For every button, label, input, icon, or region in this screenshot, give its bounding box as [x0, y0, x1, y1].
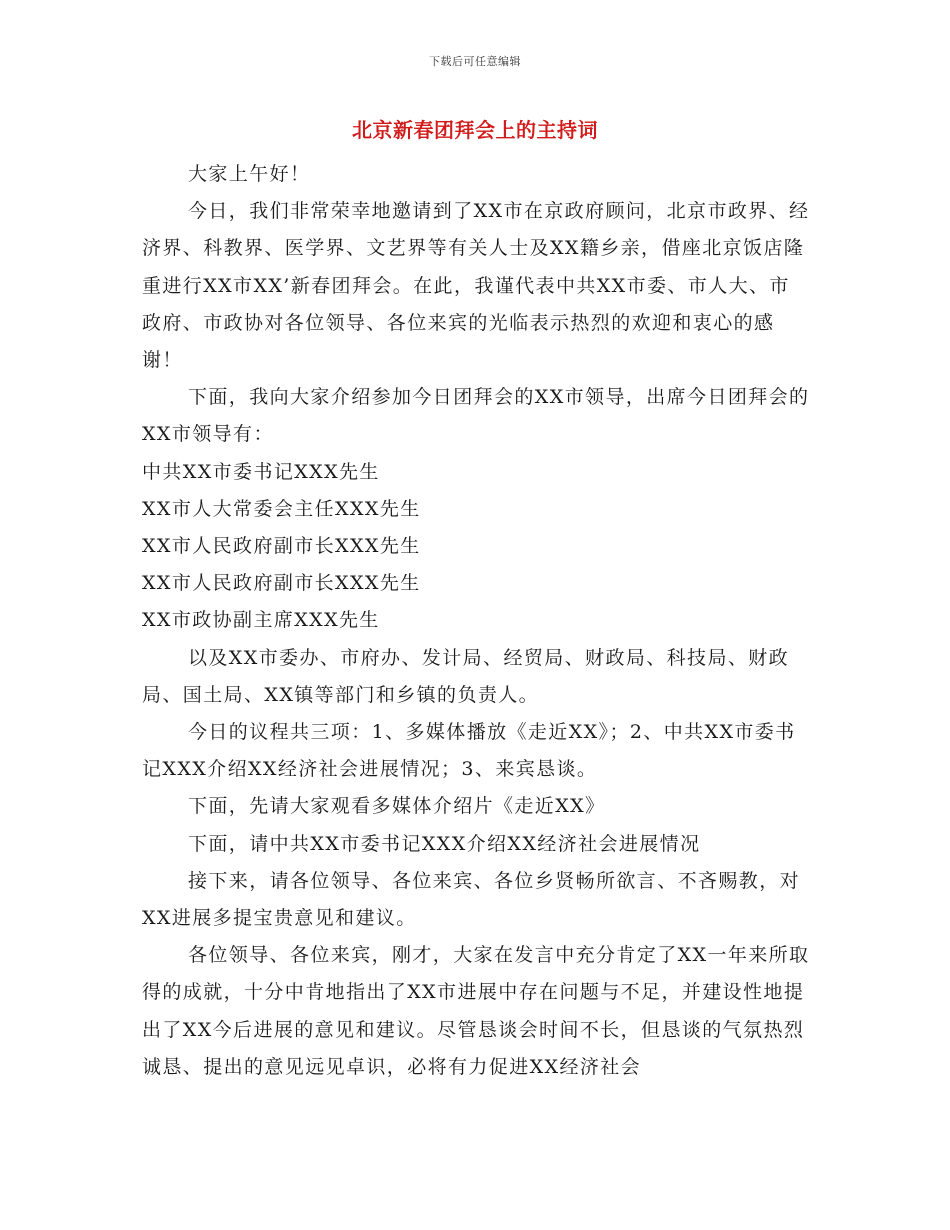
secretary-paragraph: 下面，请中共XX市委书记XXX介绍XX经济社会进展情况: [188, 832, 701, 855]
leaders-intro-paragraph: 下面，我向大家介绍参加今日团拜会的XX市领导，出席今日团拜会的XX市领导有：: [142, 386, 810, 446]
departments-paragraph: 以及XX市委办、市府办、发计局、经贸局、财政局、科技局、财政局、国土局、XX镇等部门和乡镇的负责人。: [142, 646, 790, 706]
leader-line: XX市人民政府副市长XXX先生: [142, 535, 421, 558]
greeting-paragraph: 大家上午好！: [188, 163, 311, 185]
agenda-paragraph: 今日的议程共三项：1、多媒体播放《走近XX》；2、中共XX市委书记XXX介绍XX经济社会进展情况；3、来宾恳谈。: [142, 721, 796, 781]
document-body: [142, 156, 810, 1086]
leader-line: XX市政协副主席XXX先生: [142, 609, 380, 632]
leader-line: XX市人大常委会主任XXX先生: [142, 497, 421, 520]
closing-paragraph: 各位领导、各位来宾，刚才，大家在发言中充分肯定了XX一年来所取得的成就，十分中肯地指出了XX市进展中存在问题与不足，并建设性地提出了XX今后进展的意见和建议。尽管恳谈会时间不长，但恳谈的气氛热烈诚恳、提出的意见远见卓识，必将有力促进XX经济社会: [142, 944, 810, 1078]
document-title: 北京新春团拜会上的主持词: [352, 118, 598, 142]
leader-line: 中共XX市委书记XXX先生: [142, 460, 380, 483]
discussion-paragraph: 接下来，请各位领导、各位来宾、各位乡贤畅所欲言、不吝赐教，对XX进展多提宝贵意见和建议。: [142, 869, 801, 930]
video-paragraph: 下面，先请大家观看多媒体介绍片《走近XX》: [188, 795, 606, 818]
intro-paragraph: 今日，我们非常荣幸地邀请到了XX市在京政府顾问，北京市政界、经济界、科教界、医学界、文艺界等有关人士及XX籍乡亲，借座北京饭店隆重进行XX市XX’新春团拜会。在此，我谨代表中共XX市委、市人大、市政府、市政协对各位领导、各位来宾的光临表示热烈的欢迎和衷心的感谢！: [142, 200, 810, 372]
leader-line: XX市人民政府副市长XXX先生: [142, 572, 421, 595]
header-note: 下载后可任意编辑: [429, 55, 521, 68]
